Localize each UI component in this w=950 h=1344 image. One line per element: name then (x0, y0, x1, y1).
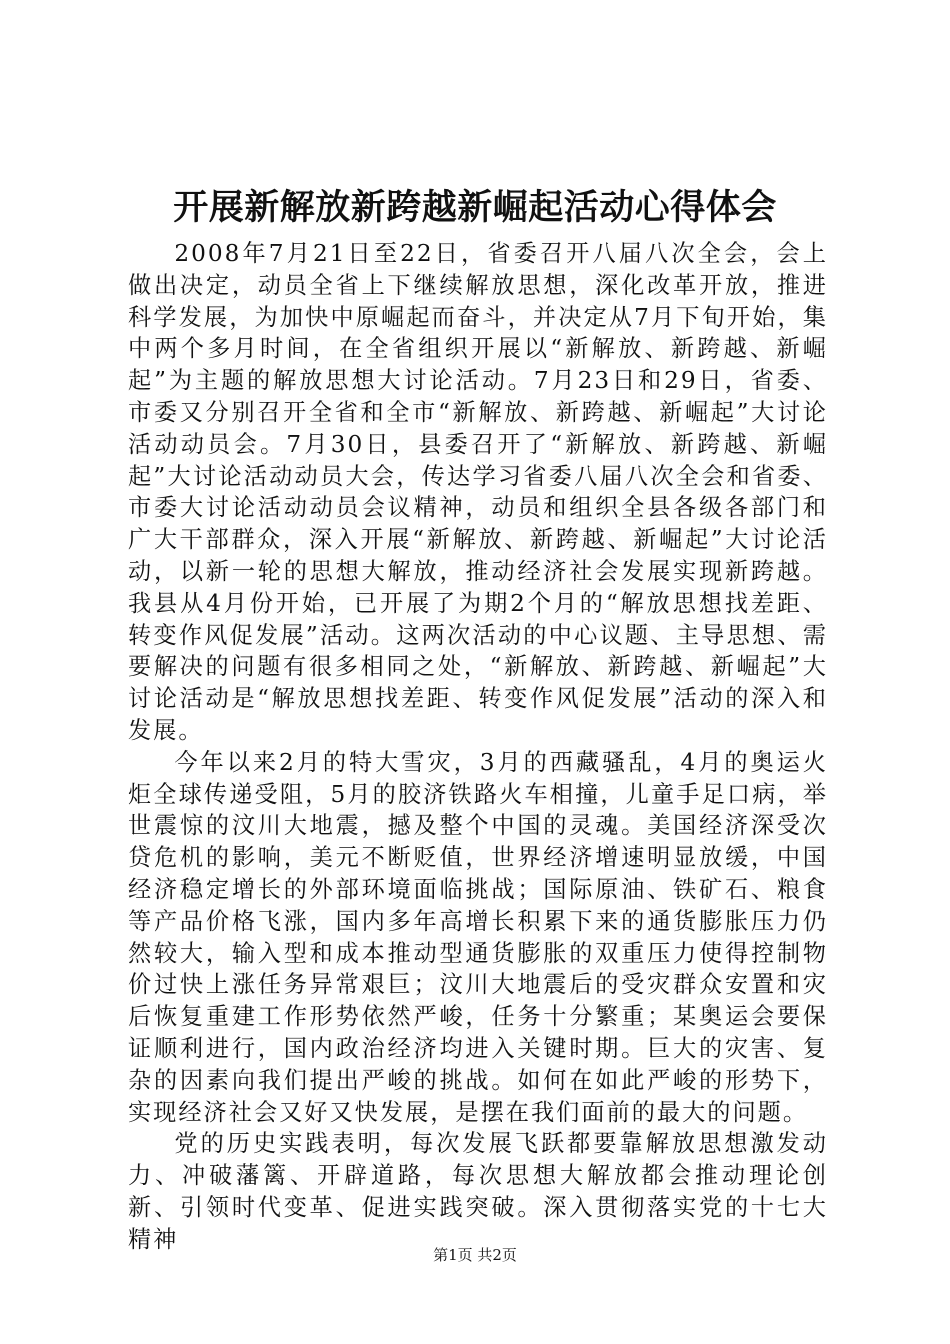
paragraph-1: 2008年7月21日至22日，省委召开八届八次全会，会上做出决定，动员全省上下继续解放思想，深化改革开放，推进科学发展，为加快中原崛起而奋斗，并决定从7月下旬开始，集中两个多月时间，在全省组织开展以“新解放、新跨越、新崛起”为主题的解放思想大讨论活动。7月23日和29日，省委、市委又分别召开全省和全市“新解放、新跨越、新崛起”大讨论活动动员会。7月30日，县委召开了“新解放、新跨越、新崛起”大讨论活动动员大会，传达学习省委八届八次全会和省委、市委大讨论活动动员会议精神，动员和组织全县各级各部门和广大干部群众，深入开展“新解放、新跨越、新崛起”大讨论活动，以新一轮的思想大解放，推动经济社会发展实现新跨越。我县从4月份开始，已开展了为期2个月的“解放思想找差距、转变作风促发展”活动。这两次活动的中心议题、主导思想、需要解决的问题有很多相同之处，“新解放、新跨越、新崛起”大讨论活动是“解放思想找差距、转变作风促发展”活动的深入和发展。 (128, 240, 828, 744)
page-footer: 第1页 共2页 (433, 1246, 517, 1264)
paragraph-2: 今年以来2月的特大雪灾，3月的西藏骚乱，4月的奥运火炬全球传递受阻，5月的胶济铁路火车相撞，儿童手足口病，举世震惊的汶川大地震，撼及整个中国的灵魂。美国经济深受次贷危机的影响，美元不断贬值，世界经济增速明显放缓，中国经济稳定增长的外部环境面临挑战；国际原油、铁矿石、粮食等产品价格飞涨，国内多年高增长积累下来的通货膨胀压力仍然较大，输入型和成本推动型通货膨胀的双重压力使得控制物价过快上涨任务异常艰巨；汶川大地震后的受灾群众安置和灾后恢复重建工作形势依然严峻，任务十分繁重；某奥运会要保证顺利进行，国内政治经济均进入关键时期。巨大的灾害、复杂的因素向我们提出严峻的挑战。如何在如此严峻的形势下，实现经济社会又好又快发展，是摆在我们面前的最大的问题。 (128, 748, 828, 1126)
document-body (128, 238, 828, 1256)
paragraph-3: 党的历史实践表明，每次发展飞跃都要靠解放思想激发动力、冲破藩篱、开辟道路，每次思想大解放都会推动理论创新、引领时代变革、促进实践突破。深入贯彻落实党的十七大精神 (128, 1130, 828, 1253)
document-title: 开展新解放新跨越新崛起活动心得体会 (173, 187, 777, 228)
